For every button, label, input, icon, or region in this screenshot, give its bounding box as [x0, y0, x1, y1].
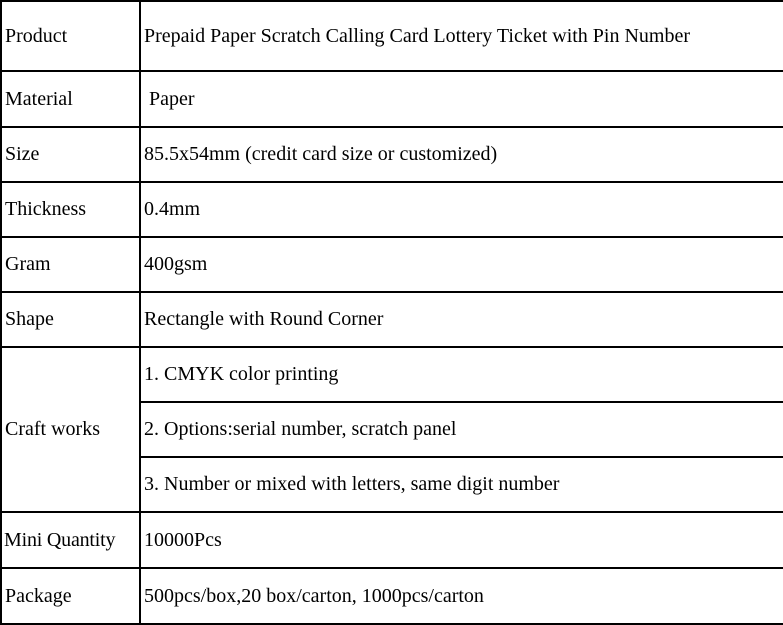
row-value-gram: 400gsm [140, 237, 783, 292]
table-row-size [1, 127, 783, 182]
row-value-craft-works-1: 1. CMYK color printing [140, 347, 783, 402]
row-label-thickness: Thickness [1, 182, 140, 237]
row-value-craft-works-2: 2. Options:serial number, scratch panel [140, 402, 783, 457]
row-label-gram: Gram [1, 237, 140, 292]
row-value-mini-quantity: 10000Pcs [140, 512, 783, 568]
table-row-material [1, 71, 783, 127]
row-label-mini-quantity: Mini Quantity [1, 512, 140, 568]
row-label-shape: Shape [1, 292, 140, 347]
row-value-craft-works-3: 3. Number or mixed with letters, same digit number [140, 457, 783, 512]
row-value-thickness: 0.4mm [140, 182, 783, 237]
row-value-product: Prepaid Paper Scratch Calling Card Lottery Ticket with Pin Number [140, 1, 783, 71]
row-label-size: Size [1, 127, 140, 182]
table-row-shape [1, 292, 783, 347]
row-label-craft-works: Craft works [1, 347, 140, 512]
table-row-gram [1, 237, 783, 292]
row-label-material: Material [1, 71, 140, 127]
table-row-mini-quantity [1, 512, 783, 568]
row-label-package: Package [1, 568, 140, 624]
row-value-shape: Rectangle with Round Corner [140, 292, 783, 347]
table-row-thickness [1, 182, 783, 237]
table-row-product [1, 1, 783, 71]
row-value-size: 85.5x54mm (credit card size or customized) [140, 127, 783, 182]
row-value-material: Paper [140, 71, 783, 127]
row-label-product: Product [1, 1, 140, 71]
table-row-craft-works-1 [1, 347, 783, 402]
row-value-package: 500pcs/box,20 box/carton, 1000pcs/carton [140, 568, 783, 624]
table-row-package [1, 568, 783, 624]
